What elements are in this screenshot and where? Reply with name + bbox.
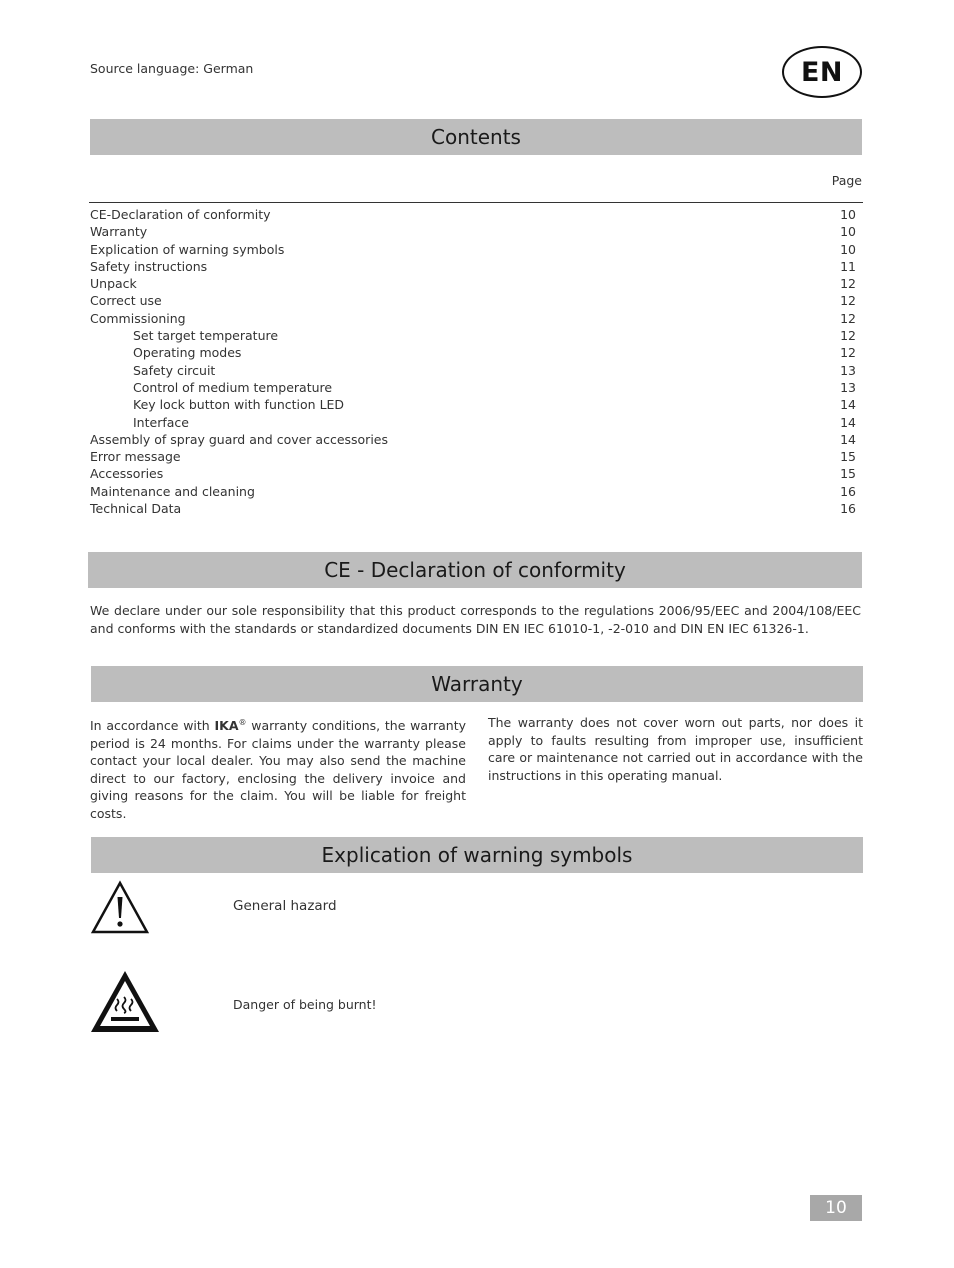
- toc-entry-title: Technical Data: [90, 501, 182, 517]
- toc-entry-page: 14: [840, 414, 856, 430]
- toc-entry-title: Maintenance and cleaning: [90, 483, 255, 499]
- warranty-heading: Warranty: [91, 666, 863, 702]
- toc-entry-title: Control of medium temperature: [133, 379, 333, 395]
- toc-entry-page: 13: [840, 379, 856, 395]
- toc-entry[interactable]: [90, 206, 856, 223]
- warranty-text-right: The warranty does not cover worn out parts, nor does it apply to faults resulting from improper use, insufficient care or maintenance not carried out in accordance with the instructions in this operating manual.: [488, 715, 863, 783]
- toc-entry-title: Accessories: [90, 466, 164, 482]
- toc-entry-page: 12: [840, 310, 856, 326]
- toc-entry-page: 10: [840, 224, 856, 240]
- toc-entry-page: 12: [840, 328, 856, 344]
- toc-entry-title: Safety circuit: [133, 362, 216, 378]
- toc-entry-title: Set target temperature: [133, 328, 279, 344]
- page-number: 10: [810, 1195, 862, 1221]
- general-hazard-label: General hazard: [233, 898, 337, 914]
- source-language-note: Source language: German: [90, 61, 254, 76]
- ce-declaration-heading: CE - Declaration of conformity: [88, 552, 862, 588]
- toc-page-column-label: Page: [831, 173, 862, 188]
- toc-entry-title: Correct use: [90, 293, 162, 309]
- toc-entry-page: 14: [840, 397, 856, 413]
- toc-entry-page: 10: [840, 207, 856, 222]
- toc-entry[interactable]: [90, 310, 856, 327]
- toc-entry-title: Explication of warning symbols: [90, 241, 285, 257]
- toc-entry-page: 16: [840, 483, 856, 499]
- contents-heading: Contents: [90, 119, 862, 155]
- toc-entry-page: 10: [840, 241, 856, 257]
- toc-entry-page: 12: [840, 293, 856, 309]
- toc-entry-title: Unpack: [90, 276, 137, 292]
- toc-entry-page: 14: [840, 431, 856, 447]
- toc-entry-title: Commissioning: [90, 310, 186, 326]
- warranty-text-left: [90, 714, 466, 822]
- toc-subentry[interactable]: [90, 327, 856, 344]
- toc-subentry[interactable]: [90, 362, 856, 379]
- toc-subentry[interactable]: [90, 396, 856, 413]
- toc-entry[interactable]: [90, 465, 856, 482]
- toc-divider: [89, 202, 863, 203]
- toc-entry[interactable]: [90, 431, 856, 448]
- general-hazard-icon: [90, 880, 150, 935]
- toc-subentry[interactable]: [90, 414, 856, 431]
- toc-entry-title: CE-Declaration of conformity: [90, 207, 271, 222]
- toc-entry-title: Warranty: [90, 224, 148, 240]
- toc-entry-title: Assembly of spray guard and cover accessories: [90, 431, 388, 447]
- toc-entry[interactable]: [90, 258, 856, 275]
- ce-declaration-text: We declare under our sole responsibility that this product corresponds to the regulations 2006/95/EEC and 2004/108/EEC and conforms with the standards or standardized documents DIN EN IEC 61010-1, -2-010 and DIN EN IEC 61326-1.: [90, 603, 861, 636]
- toc-entry[interactable]: [90, 275, 856, 292]
- toc-entry-page: 16: [840, 501, 856, 517]
- toc-entry-page: 12: [840, 276, 856, 292]
- toc-entry-page: 12: [840, 345, 856, 361]
- toc-entry-title: Key lock button with function LED: [133, 397, 345, 413]
- brand-name: IKA: [214, 718, 239, 734]
- toc-entry-title: Error message: [90, 449, 181, 465]
- toc-entry-page: 15: [840, 449, 856, 465]
- toc-subentry[interactable]: [90, 379, 856, 396]
- hot-surface-icon: [89, 969, 161, 1034]
- toc-entry-title: Safety instructions: [90, 258, 208, 274]
- table-of-contents: [90, 206, 856, 517]
- toc-entry-title: Operating modes: [133, 345, 242, 361]
- warranty-intro: In accordance with: [90, 718, 215, 734]
- toc-subentry[interactable]: [90, 344, 856, 361]
- toc-entry-page: 15: [840, 466, 856, 482]
- toc-entry[interactable]: [90, 292, 856, 309]
- toc-entry[interactable]: [90, 223, 856, 240]
- registered-mark: ®: [238, 718, 247, 727]
- toc-entry-page: 13: [840, 362, 856, 378]
- toc-entry-page: 11: [840, 258, 856, 274]
- toc-entry[interactable]: [90, 500, 856, 517]
- toc-entry[interactable]: [90, 483, 856, 500]
- language-badge: EN: [782, 46, 862, 98]
- burn-danger-label: Danger of being burnt!: [233, 997, 377, 1012]
- toc-entry[interactable]: [90, 241, 856, 258]
- toc-entry-title: Interface: [133, 414, 189, 430]
- warning-symbols-heading: Explication of warning symbols: [91, 837, 863, 873]
- warranty-terms: warranty conditions, the warranty period is 24 months. For claims under the warranty please contact your local dealer. You may also send the machine direct to our factory, enclosing the delivery invoice and giving reasons for the claim. You will be liable for freight costs.: [90, 718, 466, 821]
- toc-entry[interactable]: [90, 448, 856, 465]
